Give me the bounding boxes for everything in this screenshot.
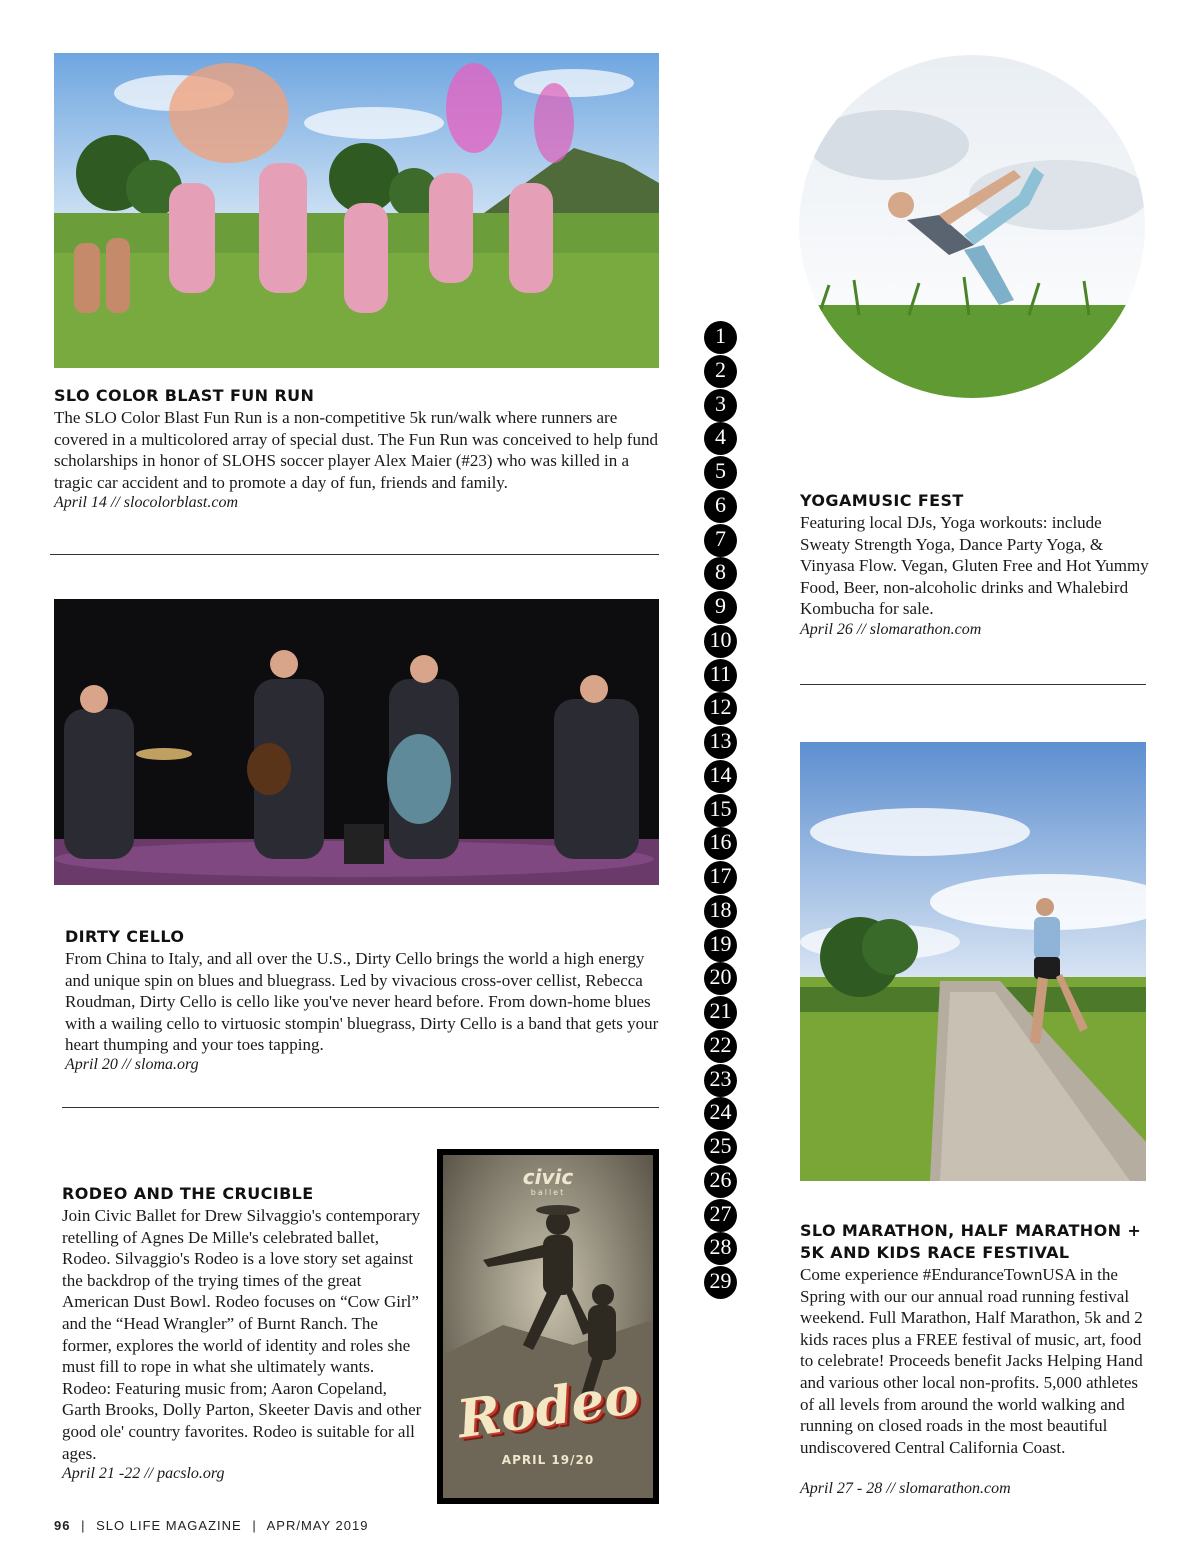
rodeo-title: RODEO AND THE CRUCIBLE bbox=[62, 1184, 314, 1203]
timeline-day-1: 1 bbox=[704, 321, 737, 354]
poster-brand-sub: ballet bbox=[530, 1188, 566, 1197]
timeline-day-18: 18 bbox=[704, 895, 737, 928]
marathon-title: SLO MARATHON, HALF MARATHON + 5K AND KIDS RACE FESTIVAL bbox=[800, 1221, 1142, 1262]
timeline-day-23: 23 bbox=[704, 1064, 737, 1097]
timeline-day-28: 28 bbox=[704, 1232, 737, 1265]
timeline-day-29: 29 bbox=[704, 1266, 737, 1299]
dirty-cello-title: DIRTY CELLO bbox=[65, 927, 185, 946]
timeline-day-3: 3 bbox=[704, 389, 737, 422]
poster-brand: civic bbox=[522, 1165, 574, 1189]
timeline-day-12: 12 bbox=[704, 692, 737, 725]
divider-3 bbox=[800, 684, 1146, 685]
timeline-day-4: 4 bbox=[704, 422, 737, 455]
timeline-day-16: 16 bbox=[704, 827, 737, 860]
color-blast-photo bbox=[54, 53, 659, 368]
timeline-day-26: 26 bbox=[704, 1165, 737, 1198]
color-blast-date: April 14 // slocolorblast.com bbox=[54, 494, 238, 511]
timeline-day-21: 21 bbox=[704, 996, 737, 1029]
issue-date: APR/MAY 2019 bbox=[266, 1518, 369, 1533]
day-timeline bbox=[704, 321, 740, 1300]
timeline-day-10: 10 bbox=[704, 625, 737, 658]
yogamusic-title: YOGAMUSIC FEST bbox=[800, 491, 964, 510]
timeline-day-20: 20 bbox=[704, 962, 737, 995]
dirty-cello-date: April 20 // sloma.org bbox=[65, 1056, 199, 1073]
divider-2 bbox=[62, 1107, 659, 1108]
timeline-day-5: 5 bbox=[704, 456, 737, 489]
page-number: 96 bbox=[54, 1518, 71, 1533]
timeline-day-8: 8 bbox=[704, 557, 737, 590]
rodeo-date: April 21 -22 // pacslo.org bbox=[62, 1465, 225, 1482]
poster-script-title: Rodeo bbox=[453, 1364, 643, 1451]
timeline-day-9: 9 bbox=[704, 591, 737, 624]
color-blast-description: The SLO Color Blast Fun Run is a non-competitive 5k run/walk where runners are covered in a multicolored array of special dust. The Fun Run was conceived to help fund scholarships in honor of SLOHS soccer player Alex Maier (#23) who was killed in a tragic car accident and to promote a day of fun, friends and family. bbox=[54, 408, 658, 492]
timeline-day-22: 22 bbox=[704, 1030, 737, 1063]
magazine-name: SLO LIFE MAGAZINE bbox=[96, 1518, 242, 1533]
timeline-day-17: 17 bbox=[704, 861, 737, 894]
timeline-day-2: 2 bbox=[704, 355, 737, 388]
timeline-day-7: 7 bbox=[704, 524, 737, 557]
rodeo-description: Join Civic Ballet for Drew Silvaggio's contemporary retelling of Agnes De Mille's celebrated ballet, Rodeo. Silvaggio's Rodeo is a love story set against the backdrop of the trying times of the great American Dust Bowl. Rodeo focuses on “Cow Girl” and the “Head Wrangler” of Burnt Ranch. The former, explores the world of identity and roles she must fill to rope in what she ultimately wants. Rodeo: Featuring music from; Aaron Copeland, Garth Brooks, Dolly Parton, Skeeter Davis and other good ole' country favorites. Rodeo is suitable for all ages. bbox=[62, 1206, 422, 1463]
dirty-cello-description: From China to Italy, and all over the U.S., Dirty Cello brings the world a high energy and unique spin on blues and bluegrass. Led by vivacious cross-over cellist, Rebecca Roudman, Dirty Cello is cello like you've never heard before. From down-home blues with a wailing cello to virtuosic stompin' bluegrass, Dirty Cello is a band that gets your heart thumping and your toes tapping. bbox=[65, 949, 659, 1055]
rodeo-poster bbox=[437, 1149, 659, 1504]
marathon-photo bbox=[800, 742, 1146, 1181]
yoga-photo bbox=[799, 55, 1145, 398]
timeline-day-14: 14 bbox=[704, 760, 737, 793]
yogamusic-description: Featuring local DJs, Yoga workouts: include Sweaty Strength Yoga, Dance Party Yoga, & Vinyasa Flow. Vegan, Gluten Free and Hot Yummy Food, Beer, non-alcoholic drinks and Whalebird Kombucha for sale. bbox=[800, 513, 1149, 619]
poster-dates: APRIL 19/20 bbox=[501, 1453, 595, 1467]
timeline-day-13: 13 bbox=[704, 726, 737, 759]
dirty-cello-photo bbox=[54, 599, 659, 885]
marathon-date: April 27 - 28 // slomarathon.com bbox=[800, 1480, 1011, 1497]
timeline-day-25: 25 bbox=[704, 1131, 737, 1164]
timeline-day-27: 27 bbox=[704, 1199, 737, 1232]
marathon-description: Come experience #EnduranceTownUSA in the Spring with our our annual road running festival weekend. Full Marathon, Half Marathon, 5k and 2 kids races plus a FREE festival of music, art, food to celebrate! Proceeds benefit Jacks Helping Hand and various other local non-profits. 5,000 athletes of all levels from around the world walking and running on closed roads in the most beautiful undiscovered Central California Coast. bbox=[800, 1265, 1143, 1457]
page-footer bbox=[54, 1518, 368, 1533]
yogamusic-date: April 26 // slomarathon.com bbox=[800, 621, 982, 638]
color-blast-title: SLO COLOR BLAST FUN RUN bbox=[54, 386, 315, 405]
timeline-day-11: 11 bbox=[704, 659, 737, 692]
timeline-day-19: 19 bbox=[704, 929, 737, 962]
footer-sep-1: | bbox=[81, 1518, 86, 1533]
timeline-day-6: 6 bbox=[704, 490, 737, 523]
footer-sep-2: | bbox=[252, 1518, 257, 1533]
timeline-day-15: 15 bbox=[704, 794, 737, 827]
timeline-day-24: 24 bbox=[704, 1097, 737, 1130]
divider-1 bbox=[50, 554, 659, 555]
